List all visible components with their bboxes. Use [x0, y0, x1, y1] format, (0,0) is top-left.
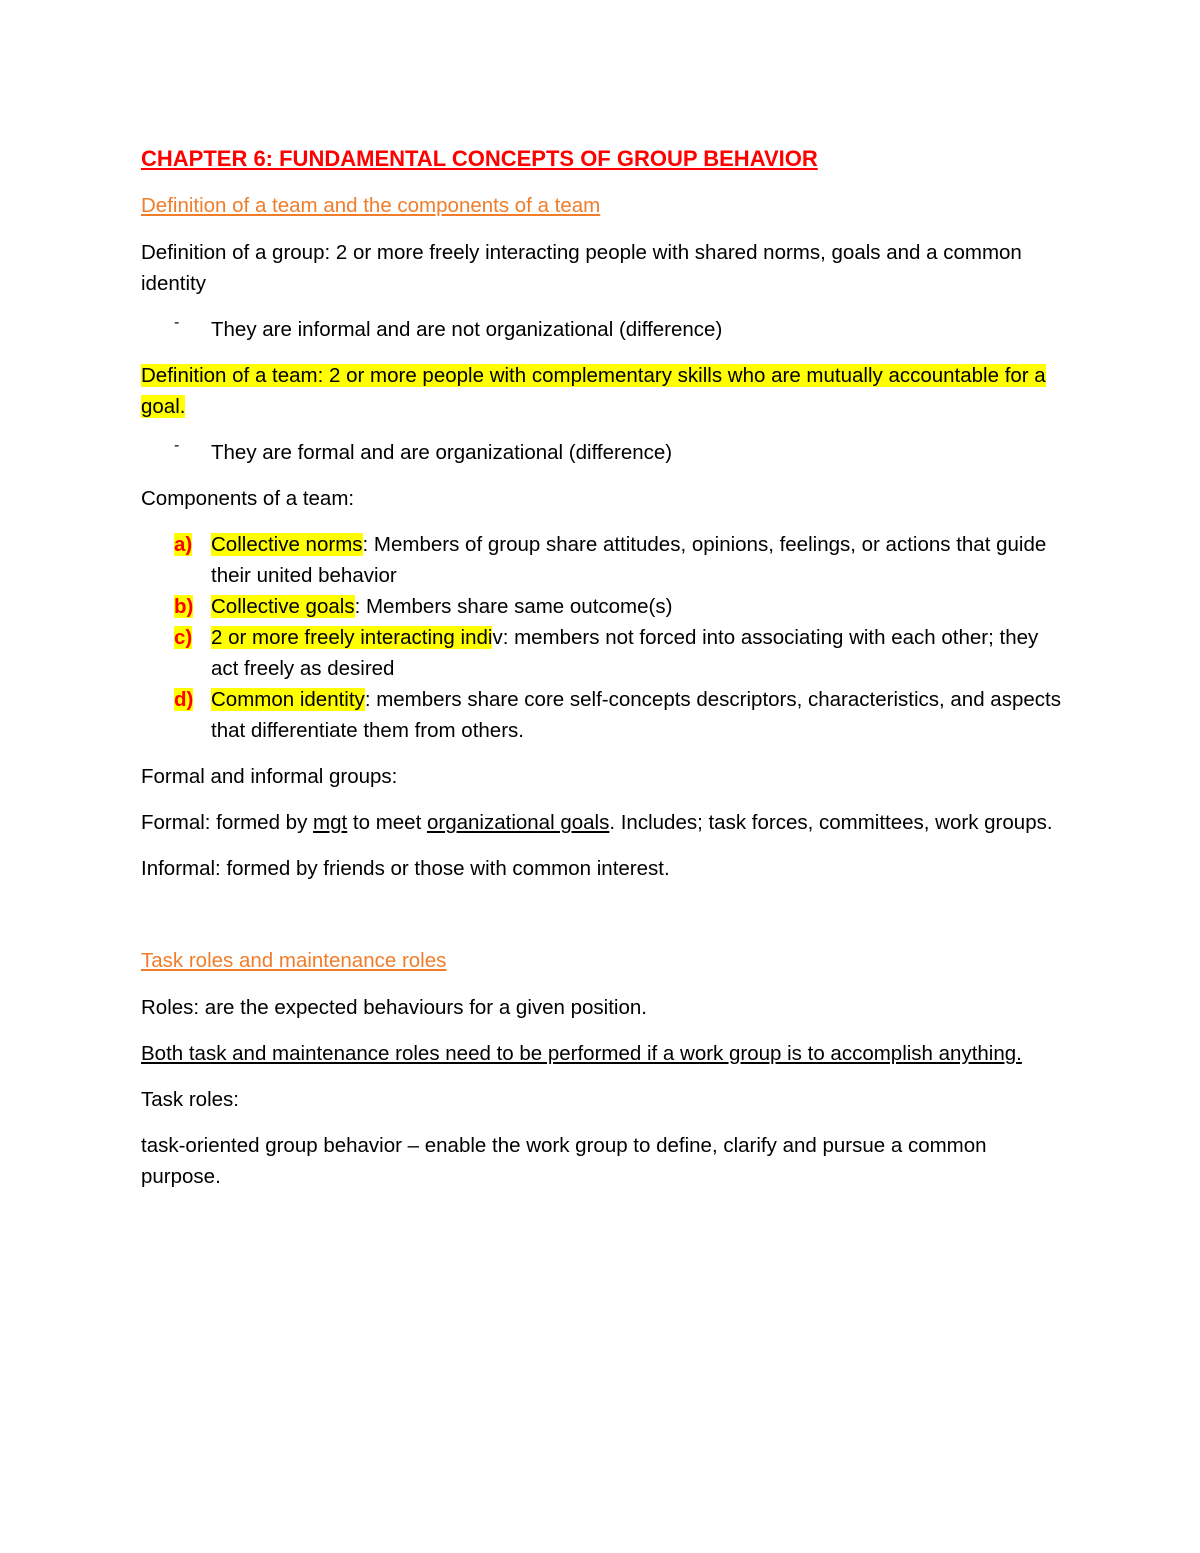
bullet-dash: -	[174, 437, 180, 454]
team-definition-text: Definition of a team: 2 or more people with complementary skills who are mutually accountable for a goal.	[141, 364, 1046, 418]
group-bullet	[141, 314, 1061, 345]
list-item	[141, 684, 1061, 746]
document-body	[141, 142, 1061, 1207]
list-item-text	[211, 529, 1061, 591]
list-letter: d)	[174, 688, 194, 711]
team-bullet	[141, 437, 1061, 468]
list-item	[141, 529, 1061, 591]
list-item-text	[211, 684, 1061, 746]
both-roles-statement: Both task and maintenance roles need to be performed if a work group is to accomplish anything.	[141, 1042, 1022, 1065]
list-letter: b)	[174, 595, 194, 618]
component-description: v: members not forced into associating with each other; they act freely as desired	[211, 626, 1039, 680]
task-roles-label: Task roles:	[141, 1088, 239, 1111]
bullet-dash: -	[174, 314, 180, 331]
section-heading-roles: Task roles and maintenance roles	[141, 949, 447, 972]
task-roles-description: task-oriented group behavior – enable the work group to define, clarify and pursue a common purpose.	[141, 1134, 987, 1188]
component-description: : Members of group share attitudes, opinions, feelings, or actions that guide their united behavior	[211, 533, 1047, 587]
list-item-text	[211, 591, 1061, 622]
group-bullet-text: They are informal and are not organizational (difference)	[211, 318, 723, 341]
list-letter: c)	[174, 626, 193, 649]
group-definition: Definition of a group: 2 or more freely interacting people with shared norms, goals and a common identity	[141, 241, 1022, 295]
component-description: : members share core self-concepts descriptors, characteristics, and aspects that differentiate them from others.	[211, 688, 1061, 742]
organizational-goals-term: organizational goals	[426, 811, 610, 834]
component-term: Collective goals	[211, 595, 355, 618]
informal-definition: Informal: formed by friends or those with common interest.	[141, 857, 670, 880]
team-bullet-text: They are formal and are organizational (difference)	[211, 441, 673, 464]
section-heading-team-definition: Definition of a team and the components of a team	[141, 194, 601, 217]
mgt-term: mgt	[313, 811, 348, 834]
component-term: 2 or more freely interacting indi	[211, 626, 493, 649]
formal-definition: Formal: formed by mgt to meet organizational goals. Includes; task forces, committees, work groups.	[141, 811, 1053, 834]
formal-informal-label: Formal and informal groups:	[141, 765, 398, 788]
component-term: Common identity	[211, 688, 365, 711]
chapter-title: CHAPTER 6: FUNDAMENTAL CONCEPTS OF GROUP BEHAVIOR	[141, 146, 818, 171]
blank-line	[141, 899, 1061, 945]
list-item	[141, 591, 1061, 622]
components-label: Components of a team:	[141, 487, 355, 510]
component-description: : Members share same outcome(s)	[354, 595, 673, 618]
list-item-text	[211, 622, 1061, 684]
list-letter: a)	[174, 533, 193, 556]
components-list	[141, 529, 1061, 746]
component-term: Collective norms	[211, 533, 363, 556]
list-item	[141, 622, 1061, 684]
roles-definition: Roles: are the expected behaviours for a given position.	[141, 996, 647, 1019]
team-definition	[141, 360, 1061, 422]
